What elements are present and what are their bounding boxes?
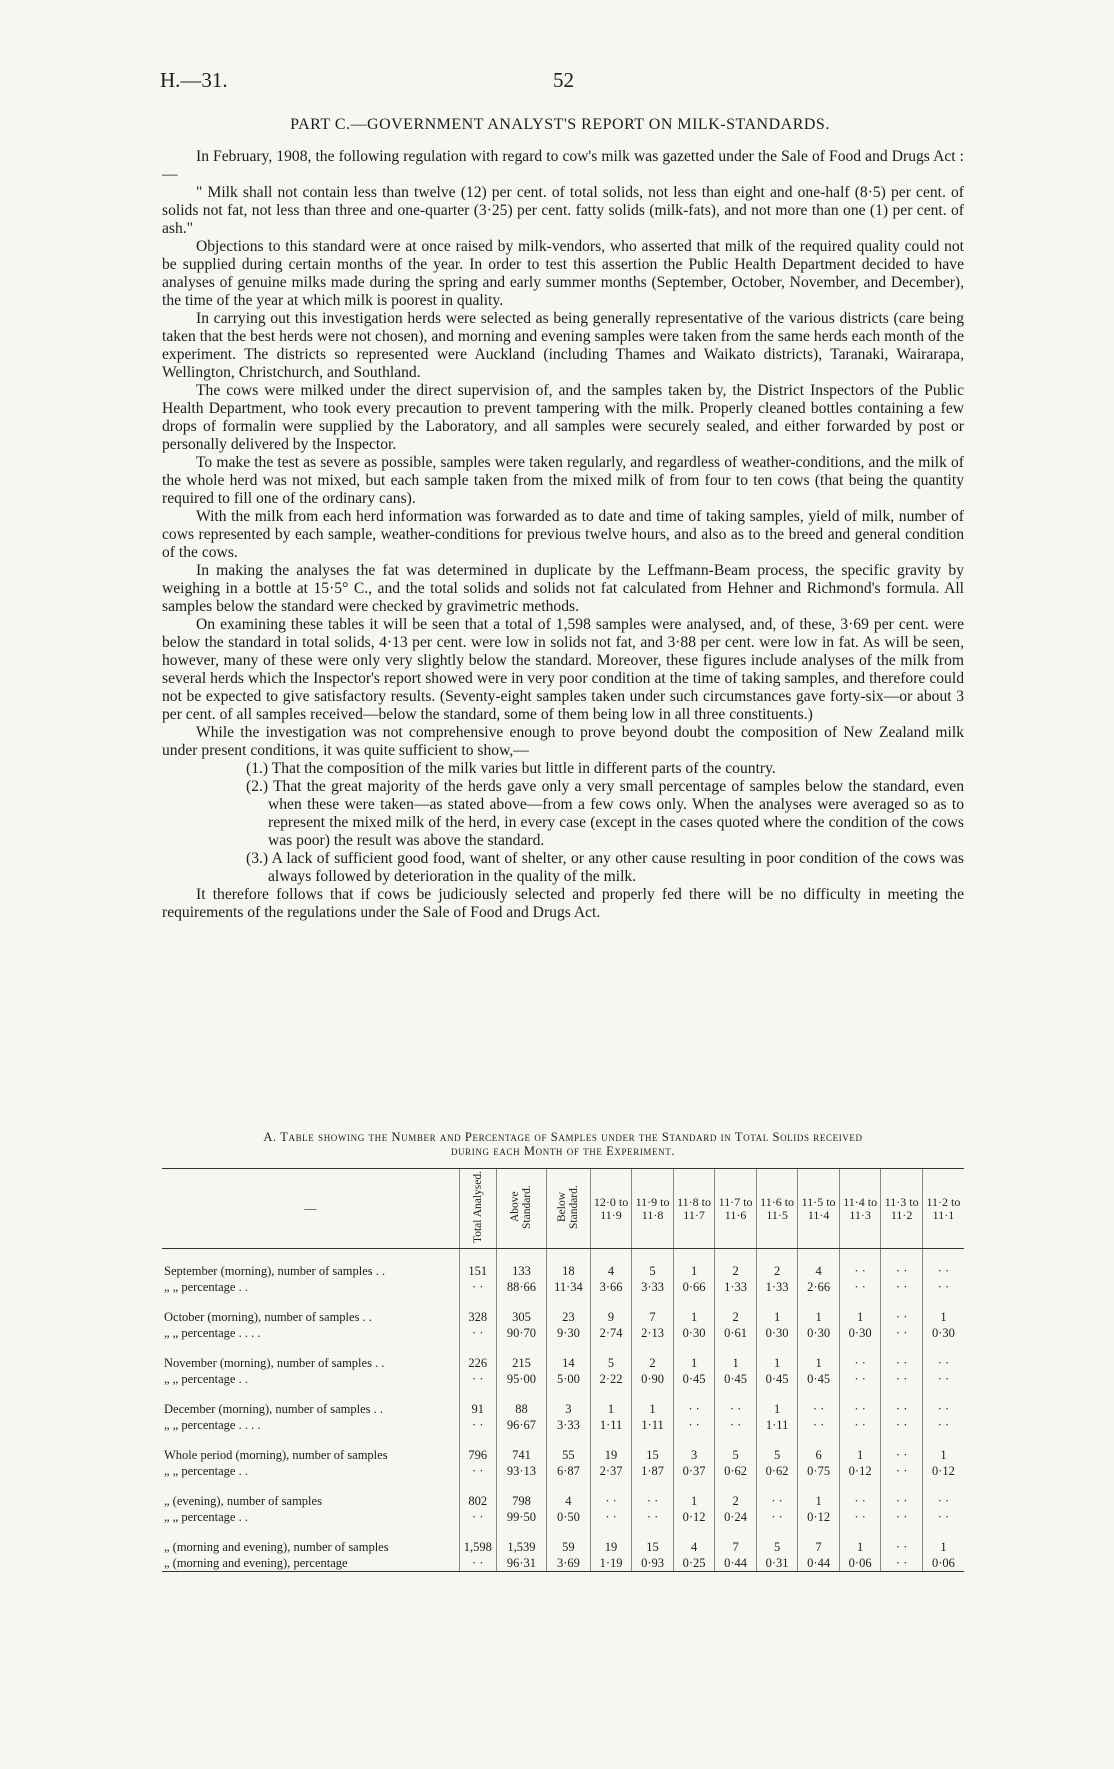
table-cell: · · bbox=[798, 1417, 840, 1433]
table-cell: · · bbox=[881, 1539, 923, 1555]
table-cell: 0·44 bbox=[715, 1555, 757, 1572]
table-cell: · · bbox=[715, 1401, 757, 1417]
table-cell: 3·33 bbox=[547, 1417, 591, 1433]
table-row bbox=[162, 1355, 964, 1371]
table-row bbox=[162, 1509, 964, 1525]
row-label: „ „ percentage . . bbox=[164, 1464, 248, 1478]
table-cell: 3·69 bbox=[547, 1555, 591, 1572]
column-header bbox=[162, 1169, 459, 1249]
table-cell: 305 bbox=[496, 1309, 546, 1325]
spacer-row bbox=[162, 1387, 964, 1401]
table-cell: 1·33 bbox=[715, 1279, 757, 1295]
table-cell: 1 bbox=[590, 1401, 632, 1417]
paragraph: With the milk from each herd information was forwarded as to date and time of taking samples, yield of milk, number of cows represented by each sample, weather-conditions for previous twelve hours, and also as to the breed and general condition of the cows. bbox=[162, 508, 964, 561]
table-cell: 2·66 bbox=[798, 1279, 840, 1295]
table-cell: · · bbox=[839, 1509, 881, 1525]
table-cell: 0·90 bbox=[632, 1371, 674, 1387]
table-cell: 0·37 bbox=[673, 1463, 715, 1479]
table-cell: 0·30 bbox=[673, 1325, 715, 1341]
table-cell: 1 bbox=[756, 1309, 798, 1325]
table-cell: 9 bbox=[590, 1309, 632, 1325]
table-cell: · · bbox=[459, 1555, 496, 1572]
column-header-label: Above Standard. bbox=[509, 1185, 534, 1229]
column-header-label: 11·7 to 11·6 bbox=[718, 1194, 753, 1222]
section-title: PART C.—GOVERNMENT ANALYST'S REPORT ON MILK-STANDARDS. bbox=[290, 116, 830, 133]
table-row bbox=[162, 1417, 964, 1433]
table-cell: 0·06 bbox=[922, 1555, 964, 1572]
paragraph: In carrying out this investigation herds were selected as being generally representative of the various districts (care being taken that the best herds were not chosen), and morning and evening samples were taken from the same herds each month of the experiment. The districts so represented were Auckland (including Thames and Waikato districts), Taranaki, Wairarapa, Wellington, Christchurch, and Southland. bbox=[162, 310, 964, 381]
table-cell: 2 bbox=[715, 1263, 757, 1279]
table-cell: 0·45 bbox=[756, 1371, 798, 1387]
table-cell: 11·34 bbox=[547, 1279, 591, 1295]
table-cell: 4 bbox=[590, 1263, 632, 1279]
table-cell: 2 bbox=[632, 1355, 674, 1371]
paragraph: " Milk shall not contain less than twelve (12) per cent. of total solids, not less than eight and one-half (8·5) per cent. of solids not fat, not less than three and one-quarter (3·25) per cent. fatty solids (milk-fats), and not more than one (1) per cent. of ash." bbox=[162, 184, 964, 237]
table-cell: 5 bbox=[756, 1447, 798, 1463]
row-label: September (morning), number of samples . . bbox=[164, 1264, 386, 1278]
spacer-row bbox=[162, 1479, 964, 1493]
table-cell: 19 bbox=[590, 1447, 632, 1463]
table-cell: 0·93 bbox=[632, 1555, 674, 1572]
table-cell: 1 bbox=[756, 1355, 798, 1371]
table-row bbox=[162, 1371, 964, 1387]
table-cell: · · bbox=[922, 1417, 964, 1433]
table-cell: 0·12 bbox=[839, 1463, 881, 1479]
table-cell: 1·33 bbox=[756, 1279, 798, 1295]
row-label: „ (morning and evening), percentage bbox=[162, 1555, 459, 1572]
table-cell: 2·37 bbox=[590, 1463, 632, 1479]
table-cell: · · bbox=[881, 1309, 923, 1325]
table-cell: · · bbox=[922, 1401, 964, 1417]
table-cell: · · bbox=[922, 1279, 964, 1295]
table-cell: 3·33 bbox=[632, 1279, 674, 1295]
list-item: (3.) A lack of sufficient good food, want of shelter, or any other cause resulting in poor condition of the cows was always followed by deterioration in the quality of the milk. bbox=[246, 850, 964, 885]
column-header-label: Total Analysed. bbox=[471, 1170, 484, 1243]
column-header bbox=[881, 1169, 923, 1249]
table-cell: 99·50 bbox=[496, 1509, 546, 1525]
table-caption-line-1: A. Table showing the Number and Percentage of Samples under the Standard in Total Solids received bbox=[263, 1130, 863, 1144]
table-cell: 19 bbox=[590, 1539, 632, 1555]
spacer-row bbox=[162, 1295, 964, 1309]
table-row bbox=[162, 1539, 964, 1555]
table-cell: · · bbox=[881, 1325, 923, 1341]
column-header-label: 11·5 to 11·4 bbox=[801, 1194, 836, 1222]
paragraph: On examining these tables it will be seen that a total of 1,598 samples were analysed, and, of these, 3·69 per cent. were below the standard in total solids, 4·13 per cent. were low in solids not fat, and 3·88 per cent. were low in fat. As will be seen, however, many of these were only very slightly below the standard. Moreover, these figures include analyses of the milk from several herds which the Inspector's report showed were in very poor condition at the time of taking samples, and therefore could not be expected to give satisfactory results. (Seventy-eight samples taken under such circumstances gave forty-six—or about 3 per cent. of all samples received—below the standard, some of them being low in all three constituents.) bbox=[162, 616, 964, 723]
table-cell: 5 bbox=[632, 1263, 674, 1279]
table-cell: 226 bbox=[459, 1355, 496, 1371]
column-header-label: 11·4 to 11·3 bbox=[843, 1194, 878, 1222]
table-cell: 1 bbox=[922, 1447, 964, 1463]
table-cell: 328 bbox=[459, 1309, 496, 1325]
column-header bbox=[496, 1169, 546, 1249]
table-cell: 6 bbox=[798, 1447, 840, 1463]
table-cell: 1 bbox=[798, 1493, 840, 1509]
column-header bbox=[922, 1169, 964, 1249]
table-cell: 1 bbox=[839, 1447, 881, 1463]
paragraph: It therefore follows that if cows be judiciously selected and properly fed there will be no difficulty in meeting the requirements of the regulations under the Sale of Food and Drugs Act. bbox=[162, 886, 964, 921]
table-cell: 5 bbox=[756, 1539, 798, 1555]
table-cell: · · bbox=[881, 1355, 923, 1371]
table-cell: 93·13 bbox=[496, 1463, 546, 1479]
table-cell: · · bbox=[839, 1417, 881, 1433]
table-cell: 1,539 bbox=[496, 1539, 546, 1555]
table-cell: 2·74 bbox=[590, 1325, 632, 1341]
table-cell: · · bbox=[881, 1371, 923, 1387]
table-cell: 3 bbox=[673, 1447, 715, 1463]
table-cell: · · bbox=[590, 1509, 632, 1525]
table-cell: 7 bbox=[632, 1309, 674, 1325]
row-label: „ (morning and evening), number of samples bbox=[164, 1539, 389, 1554]
table-cell: · · bbox=[459, 1463, 496, 1479]
table-cell: · · bbox=[673, 1401, 715, 1417]
table-cell: · · bbox=[756, 1493, 798, 1509]
table-row bbox=[162, 1263, 964, 1279]
column-header bbox=[756, 1169, 798, 1249]
column-header bbox=[459, 1169, 496, 1249]
table-cell: 0·30 bbox=[839, 1325, 881, 1341]
table-cell: 0·44 bbox=[798, 1555, 840, 1572]
table-cell: 0·62 bbox=[756, 1463, 798, 1479]
table-cell: 5 bbox=[715, 1447, 757, 1463]
row-label: Whole period (morning), number of samples bbox=[164, 1448, 388, 1462]
table-cell: 1 bbox=[673, 1493, 715, 1509]
table-cell: 1 bbox=[756, 1401, 798, 1417]
table-cell: · · bbox=[922, 1355, 964, 1371]
table-cell: 1 bbox=[673, 1309, 715, 1325]
table-cell: · · bbox=[839, 1279, 881, 1295]
column-header-label: 11·3 to 11·2 bbox=[884, 1194, 919, 1222]
table-row bbox=[162, 1279, 964, 1295]
table-cell: 59 bbox=[547, 1539, 591, 1555]
table-cell: · · bbox=[839, 1355, 881, 1371]
table-cell: 15 bbox=[632, 1447, 674, 1463]
table-cell: 0·30 bbox=[922, 1325, 964, 1341]
table-row bbox=[162, 1309, 964, 1325]
table-cell: · · bbox=[881, 1447, 923, 1463]
table-row bbox=[162, 1555, 964, 1572]
row-label: December (morning), number of samples . . bbox=[164, 1402, 384, 1416]
table-cell: 1·11 bbox=[756, 1417, 798, 1433]
table-cell: 0·06 bbox=[839, 1555, 881, 1572]
table-cell: · · bbox=[839, 1401, 881, 1417]
paragraph: To make the test as severe as possible, samples were taken regularly, and regardless of weather-conditions, and the milk of the whole herd was not mixed, but each sample taken from the mixed milk of from four to ten cows (that being the quantity required to fill one of the ordinary cans). bbox=[162, 454, 964, 507]
table-cell: 1·11 bbox=[632, 1417, 674, 1433]
table-cell: 0·12 bbox=[922, 1463, 964, 1479]
list-item: (1.) That the composition of the milk varies but little in different parts of the country. bbox=[246, 760, 776, 777]
page-number: 52 bbox=[553, 68, 574, 92]
table-cell: 3 bbox=[547, 1401, 591, 1417]
table-cell: · · bbox=[881, 1509, 923, 1525]
table-cell: · · bbox=[632, 1509, 674, 1525]
table-cell: · · bbox=[839, 1493, 881, 1509]
table-cell: · · bbox=[459, 1417, 496, 1433]
spacer-row bbox=[162, 1433, 964, 1447]
table-row bbox=[162, 1325, 964, 1341]
paragraph: In February, 1908, the following regulation with regard to cow's milk was gazetted under the Sale of Food and Drugs Act :— bbox=[162, 148, 964, 183]
table-cell: · · bbox=[922, 1263, 964, 1279]
table-cell: 2·22 bbox=[590, 1371, 632, 1387]
table-cell: 2·13 bbox=[632, 1325, 674, 1341]
table-row bbox=[162, 1447, 964, 1463]
table-cell: 1 bbox=[632, 1401, 674, 1417]
table-cell: 798 bbox=[496, 1493, 546, 1509]
table-caption-line-2: during each Month of the Experiment. bbox=[450, 1144, 676, 1158]
table-header-row bbox=[162, 1169, 964, 1249]
spacer-row bbox=[162, 1249, 964, 1264]
table-caption bbox=[162, 1130, 964, 1158]
table-cell: 55 bbox=[547, 1447, 591, 1463]
table-cell: 5 bbox=[590, 1355, 632, 1371]
table-cell: · · bbox=[715, 1417, 757, 1433]
table-row bbox=[162, 1401, 964, 1417]
table-cell: · · bbox=[632, 1493, 674, 1509]
table-cell: 18 bbox=[547, 1263, 591, 1279]
table-cell: · · bbox=[881, 1401, 923, 1417]
column-header-label: 11·8 to 11·7 bbox=[677, 1194, 712, 1222]
column-header bbox=[715, 1169, 757, 1249]
column-header bbox=[632, 1169, 674, 1249]
table-cell: 1 bbox=[839, 1539, 881, 1555]
report-body bbox=[162, 148, 964, 922]
paragraph: Objections to this standard were at once raised by milk-vendors, who asserted that milk of the required quality could not be supplied during certain months of the year. In order to test this assertion the Public Health Department decided to have analyses of genuine milks made during the spring and early summer months (September, October, November, and December), the time of the year at which milk is poorest in quality. bbox=[162, 238, 964, 309]
table-cell: 88 bbox=[496, 1401, 546, 1417]
table-cell: 1·19 bbox=[590, 1555, 632, 1572]
row-label: „ „ percentage . . . . bbox=[164, 1326, 261, 1340]
row-label: „ (evening), number of samples bbox=[164, 1494, 322, 1508]
table-cell: 1·87 bbox=[632, 1463, 674, 1479]
table-cell: · · bbox=[839, 1263, 881, 1279]
table-cell: 0·62 bbox=[715, 1463, 757, 1479]
table-cell: · · bbox=[459, 1371, 496, 1387]
table-cell: 4 bbox=[547, 1493, 591, 1509]
table-cell: 1 bbox=[798, 1355, 840, 1371]
table-cell: 23 bbox=[547, 1309, 591, 1325]
table-cell: · · bbox=[459, 1279, 496, 1295]
paragraph: While the investigation was not comprehensive enough to prove beyond doubt the composition of New Zealand milk under present conditions, it was quite sufficient to show,— bbox=[162, 724, 964, 759]
table-cell: 4 bbox=[673, 1539, 715, 1555]
column-header-label: 11·2 to 11·1 bbox=[926, 1194, 961, 1222]
table-cell: · · bbox=[459, 1325, 496, 1341]
table-cell: 0·30 bbox=[756, 1325, 798, 1341]
table-cell: 7 bbox=[715, 1539, 757, 1555]
table-cell: · · bbox=[922, 1509, 964, 1525]
table-cell: 88·66 bbox=[496, 1279, 546, 1295]
table-cell: 90·70 bbox=[496, 1325, 546, 1341]
table-cell: · · bbox=[798, 1401, 840, 1417]
table-cell: 15 bbox=[632, 1539, 674, 1555]
table-cell: 1 bbox=[922, 1309, 964, 1325]
table-cell: 2 bbox=[715, 1309, 757, 1325]
table-cell: 215 bbox=[496, 1355, 546, 1371]
table-cell: · · bbox=[881, 1463, 923, 1479]
table-cell: 7 bbox=[798, 1539, 840, 1555]
table-cell: 133 bbox=[496, 1263, 546, 1279]
column-header bbox=[839, 1169, 881, 1249]
table-body bbox=[162, 1249, 964, 1572]
table-cell: 1 bbox=[673, 1355, 715, 1371]
table-cell: 0·45 bbox=[715, 1371, 757, 1387]
table-cell: 96·67 bbox=[496, 1417, 546, 1433]
table-cell: 9·30 bbox=[547, 1325, 591, 1341]
table-cell: 2 bbox=[756, 1263, 798, 1279]
table-cell: 3·66 bbox=[590, 1279, 632, 1295]
paragraph: In making the analyses the fat was determined in duplicate by the Leffmann-Beam process, the specific gravity by weighing in a bottle at 15·5° C., and the total solids and solids not fat calculated from Hehner and Richmond's formula. All samples below the standard were checked by gravimetric methods. bbox=[162, 562, 964, 615]
column-header-label: 12·0 to 11·9 bbox=[593, 1194, 629, 1222]
table-cell: · · bbox=[673, 1417, 715, 1433]
table-cell: 0·31 bbox=[756, 1555, 798, 1572]
table-cell: 151 bbox=[459, 1263, 496, 1279]
table-cell: 0·50 bbox=[547, 1509, 591, 1525]
table-cell: · · bbox=[881, 1279, 923, 1295]
table-cell: · · bbox=[881, 1263, 923, 1279]
row-label: „ „ percentage . . bbox=[164, 1372, 248, 1386]
table-cell: 0·45 bbox=[798, 1371, 840, 1387]
table-cell: 741 bbox=[496, 1447, 546, 1463]
samples-table bbox=[162, 1168, 964, 1572]
table-cell: 4 bbox=[798, 1263, 840, 1279]
row-label: October (morning), number of samples . . bbox=[164, 1310, 372, 1324]
report-code: H.—31. bbox=[160, 68, 228, 92]
table-cell: · · bbox=[881, 1555, 923, 1572]
table-cell: 1 bbox=[673, 1263, 715, 1279]
table-cell: 96·31 bbox=[496, 1555, 546, 1572]
table-cell: 0·30 bbox=[798, 1325, 840, 1341]
table-cell: · · bbox=[922, 1371, 964, 1387]
table-cell: 2 bbox=[715, 1493, 757, 1509]
table-cell: 6·87 bbox=[547, 1463, 591, 1479]
table-cell: 5·00 bbox=[547, 1371, 591, 1387]
table-cell: 796 bbox=[459, 1447, 496, 1463]
column-header-label: Below Standard. bbox=[556, 1185, 581, 1229]
table-cell: 0·66 bbox=[673, 1279, 715, 1295]
table-cell: 1 bbox=[839, 1309, 881, 1325]
table-cell: · · bbox=[839, 1371, 881, 1387]
table-cell: 0·75 bbox=[798, 1463, 840, 1479]
table-cell: · · bbox=[881, 1493, 923, 1509]
table-cell: · · bbox=[590, 1493, 632, 1509]
table-cell: 0·24 bbox=[715, 1509, 757, 1525]
table-cell: · · bbox=[459, 1509, 496, 1525]
table-cell: 1 bbox=[922, 1539, 964, 1555]
table-cell: 91 bbox=[459, 1401, 496, 1417]
column-header-label: 11·6 to 11·5 bbox=[760, 1194, 795, 1222]
paragraph: The cows were milked under the direct supervision of, and the samples taken by, the District Inspectors of the Public Health Department, who took every precaution to prevent tampering with the milk. Properly cleaned bottles containing a few drops of formalin were supplied by the Laboratory, and all samples were securely sealed, and either forwarded by post or personally delivered by the Inspector. bbox=[162, 382, 964, 453]
table-cell: 0·12 bbox=[798, 1509, 840, 1525]
table-cell: 1 bbox=[715, 1355, 757, 1371]
table-cell: 95·00 bbox=[496, 1371, 546, 1387]
row-label: „ „ percentage . . . . bbox=[164, 1418, 261, 1432]
spacer-row bbox=[162, 1525, 964, 1539]
table-cell: 0·12 bbox=[673, 1509, 715, 1525]
column-header bbox=[547, 1169, 591, 1249]
column-header bbox=[590, 1169, 632, 1249]
table-cell: 14 bbox=[547, 1355, 591, 1371]
table-cell: 0·25 bbox=[673, 1555, 715, 1572]
table-cell: 0·45 bbox=[673, 1371, 715, 1387]
column-header bbox=[673, 1169, 715, 1249]
row-label: November (morning), number of samples . . bbox=[164, 1356, 385, 1370]
column-header-label: 11·9 to 11·8 bbox=[635, 1194, 670, 1222]
table-cell: 0·61 bbox=[715, 1325, 757, 1341]
column-header-label: — bbox=[304, 1201, 317, 1215]
table-cell: · · bbox=[756, 1509, 798, 1525]
table-row bbox=[162, 1463, 964, 1479]
row-label: „ „ percentage . . bbox=[164, 1510, 248, 1524]
table-cell: 1 bbox=[798, 1309, 840, 1325]
table-cell: 1·11 bbox=[590, 1417, 632, 1433]
list-item: (2.) That the great majority of the herds gave only a very small percentage of samples below the standard, even when these were taken—as stated above—from a few cows only. When the analyses were averaged so as to represent the mixed milk of the herd, in every case (except in the cases quoted where the condition of the cows was poor) the result was above the standard. bbox=[246, 778, 964, 849]
row-label: „ „ percentage . . bbox=[164, 1280, 248, 1294]
table-cell: · · bbox=[922, 1493, 964, 1509]
table-cell: 1,598 bbox=[459, 1539, 496, 1555]
table-row bbox=[162, 1493, 964, 1509]
table-cell: 802 bbox=[459, 1493, 496, 1509]
column-header bbox=[798, 1169, 840, 1249]
table-cell: · · bbox=[881, 1417, 923, 1433]
spacer-row bbox=[162, 1341, 964, 1355]
